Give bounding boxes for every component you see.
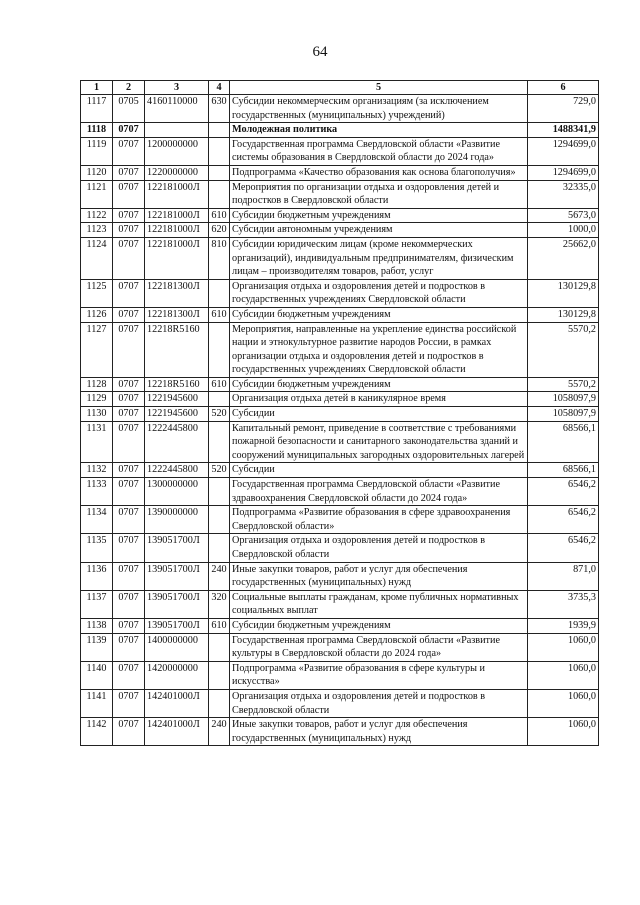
amount: 25662,0 [528, 237, 599, 279]
item-name: Субсидии [230, 463, 528, 478]
section-code: 0707 [113, 407, 145, 422]
row-number: 1126 [81, 307, 113, 322]
amount: 1058097,9 [528, 392, 599, 407]
section-code: 0707 [113, 590, 145, 618]
header-col-3: 3 [145, 81, 209, 95]
row-number: 1125 [81, 279, 113, 307]
row-number: 1131 [81, 421, 113, 463]
item-name: Субсидии автономным учреждениям [230, 223, 528, 238]
table-row [81, 95, 599, 123]
section-code: 0707 [113, 377, 145, 392]
table-row [81, 478, 599, 506]
item-name: Субсидии [230, 407, 528, 422]
expense-type-code: 520 [209, 407, 230, 422]
item-name: Субсидии бюджетным учреждениям [230, 208, 528, 223]
item-name: Подпрограмма «Развитие образования в сфере культуры и искусства» [230, 661, 528, 689]
section-code: 0707 [113, 392, 145, 407]
item-name: Субсидии бюджетным учреждениям [230, 377, 528, 392]
expense-type-code: 810 [209, 237, 230, 279]
amount: 1294699,0 [528, 137, 599, 165]
amount: 6546,2 [528, 506, 599, 534]
section-code: 0707 [113, 718, 145, 746]
expense-type-code [209, 689, 230, 717]
item-name: Государственная программа Свердловской области «Развитие культуры в Свердловской области до 2024 года» [230, 633, 528, 661]
item-name: Организация отдыха и оздоровления детей и подростков в Свердловской области [230, 534, 528, 562]
amount: 5570,2 [528, 322, 599, 377]
section-code: 0707 [113, 165, 145, 180]
expense-type-code: 610 [209, 377, 230, 392]
table-row [81, 407, 599, 422]
expense-type-code [209, 633, 230, 661]
section-code: 0707 [113, 562, 145, 590]
row-number: 1119 [81, 137, 113, 165]
section-code: 0707 [113, 463, 145, 478]
header-col-5: 5 [230, 81, 528, 95]
amount: 5673,0 [528, 208, 599, 223]
row-number: 1127 [81, 322, 113, 377]
section-code: 0707 [113, 633, 145, 661]
expense-type-code [209, 279, 230, 307]
header-col-4: 4 [209, 81, 230, 95]
item-name: Социальные выплаты гражданам, кроме публичных нормативных социальных выплат [230, 590, 528, 618]
item-name: Подпрограмма «Качество образования как основа благополучия» [230, 165, 528, 180]
expense-type-code [209, 478, 230, 506]
section-code: 0707 [113, 180, 145, 208]
section-code: 0707 [113, 534, 145, 562]
row-number: 1142 [81, 718, 113, 746]
expense-type-code: 610 [209, 618, 230, 633]
item-name: Мероприятия, направленные на укрепление единства российской нации и этнокультурное развитие народов России, в рамках организации отдыха и оздоровления детей и подростков в государственных учреждениях Свердловской области [230, 322, 528, 377]
amount: 6546,2 [528, 534, 599, 562]
table-row [81, 590, 599, 618]
section-code: 0707 [113, 208, 145, 223]
row-number: 1122 [81, 208, 113, 223]
item-name: Субсидии некоммерческим организациям (за исключением государственных (муниципальных) учреждений) [230, 95, 528, 123]
item-name: Субсидии юридическим лицам (кроме некоммерческих организаций), индивидуальным предпринимателям, физическим лицам – производителям товаров, работ, услуг [230, 237, 528, 279]
table-row [81, 633, 599, 661]
table-row [81, 123, 599, 138]
target-article-code: 139051700Л [145, 562, 209, 590]
section-code: 0707 [113, 661, 145, 689]
item-name: Организация отдыха детей в каникулярное время [230, 392, 528, 407]
amount: 130129,8 [528, 279, 599, 307]
expense-type-code [209, 421, 230, 463]
section-code: 0705 [113, 95, 145, 123]
row-number: 1141 [81, 689, 113, 717]
expense-type-code [209, 123, 230, 138]
expense-type-code [209, 165, 230, 180]
item-name: Иные закупки товаров, работ и услуг для обеспечения государственных (муниципальных) нужд [230, 718, 528, 746]
row-number: 1136 [81, 562, 113, 590]
table-row [81, 718, 599, 746]
target-article-code: 1221945600 [145, 392, 209, 407]
table-row [81, 165, 599, 180]
table-row [81, 279, 599, 307]
expense-type-code [209, 506, 230, 534]
amount: 1060,0 [528, 718, 599, 746]
target-article-code: 12218R5160 [145, 377, 209, 392]
table-row [81, 661, 599, 689]
table-row [81, 223, 599, 238]
expense-type-code [209, 180, 230, 208]
table-row [81, 307, 599, 322]
amount: 1060,0 [528, 661, 599, 689]
section-code: 0707 [113, 689, 145, 717]
table-row [81, 392, 599, 407]
expense-type-code: 620 [209, 223, 230, 238]
section-code: 0707 [113, 478, 145, 506]
table-row [81, 377, 599, 392]
amount: 1060,0 [528, 633, 599, 661]
amount: 1060,0 [528, 689, 599, 717]
row-number: 1129 [81, 392, 113, 407]
item-name: Иные закупки товаров, работ и услуг для обеспечения государственных (муниципальных) нужд [230, 562, 528, 590]
section-code: 0707 [113, 223, 145, 238]
target-article-code [145, 123, 209, 138]
table-row [81, 534, 599, 562]
target-article-code: 1400000000 [145, 633, 209, 661]
row-number: 1132 [81, 463, 113, 478]
row-number: 1128 [81, 377, 113, 392]
amount: 68566,1 [528, 421, 599, 463]
row-number: 1118 [81, 123, 113, 138]
row-number: 1133 [81, 478, 113, 506]
amount: 1294699,0 [528, 165, 599, 180]
expense-type-code [209, 137, 230, 165]
amount: 6546,2 [528, 478, 599, 506]
item-name: Субсидии бюджетным учреждениям [230, 307, 528, 322]
target-article-code: 1390000000 [145, 506, 209, 534]
section-code: 0707 [113, 322, 145, 377]
amount: 871,0 [528, 562, 599, 590]
target-article-code: 122181300Л [145, 307, 209, 322]
amount: 32335,0 [528, 180, 599, 208]
target-article-code: 122181000Л [145, 223, 209, 238]
expense-type-code: 610 [209, 208, 230, 223]
row-number: 1139 [81, 633, 113, 661]
target-article-code: 12218R5160 [145, 322, 209, 377]
table-row [81, 463, 599, 478]
table-row [81, 322, 599, 377]
page-number: 64 [312, 44, 328, 60]
item-name: Мероприятия по организации отдыха и оздоровления детей и подростков в Свердловской области [230, 180, 528, 208]
target-article-code: 142401000Л [145, 689, 209, 717]
section-code: 0707 [113, 506, 145, 534]
section-code: 0707 [113, 137, 145, 165]
amount: 1939,9 [528, 618, 599, 633]
target-article-code: 1222445800 [145, 463, 209, 478]
row-number: 1117 [81, 95, 113, 123]
expense-type-code [209, 322, 230, 377]
expense-type-code [209, 661, 230, 689]
expense-type-code [209, 534, 230, 562]
target-article-code: 139051700Л [145, 534, 209, 562]
row-number: 1135 [81, 534, 113, 562]
table-header-row [81, 81, 599, 95]
amount: 5570,2 [528, 377, 599, 392]
expense-type-code: 240 [209, 718, 230, 746]
target-article-code: 1222445800 [145, 421, 209, 463]
section-code: 0707 [113, 123, 145, 138]
target-article-code: 122181000Л [145, 180, 209, 208]
header-col-2: 2 [113, 81, 145, 95]
expense-type-code: 610 [209, 307, 230, 322]
section-code: 0707 [113, 237, 145, 279]
header-col-1: 1 [81, 81, 113, 95]
section-code: 0707 [113, 618, 145, 633]
table-row [81, 208, 599, 223]
table-row [81, 562, 599, 590]
row-number: 1130 [81, 407, 113, 422]
expense-type-code [209, 392, 230, 407]
amount: 1000,0 [528, 223, 599, 238]
row-number: 1123 [81, 223, 113, 238]
section-code: 0707 [113, 279, 145, 307]
target-article-code: 142401000Л [145, 718, 209, 746]
target-article-code: 1420000000 [145, 661, 209, 689]
row-number: 1138 [81, 618, 113, 633]
item-name: Государственная программа Свердловской области «Развитие системы образования в Свердловской области до 2024 года» [230, 137, 528, 165]
row-number: 1137 [81, 590, 113, 618]
budget-table [80, 80, 599, 746]
item-name: Субсидии бюджетным учреждениям [230, 618, 528, 633]
amount: 130129,8 [528, 307, 599, 322]
table-row [81, 180, 599, 208]
target-article-code: 122181000Л [145, 237, 209, 279]
item-name: Молодежная политика [230, 123, 528, 138]
amount: 1488341,9 [528, 123, 599, 138]
expense-type-code: 240 [209, 562, 230, 590]
target-article-code: 1200000000 [145, 137, 209, 165]
target-article-code: 4160110000 [145, 95, 209, 123]
section-code: 0707 [113, 421, 145, 463]
row-number: 1140 [81, 661, 113, 689]
expense-type-code: 520 [209, 463, 230, 478]
item-name: Организация отдыха и оздоровления детей и подростков в государственных учреждениях Свердловской области [230, 279, 528, 307]
row-number: 1134 [81, 506, 113, 534]
amount: 1058097,9 [528, 407, 599, 422]
row-number: 1124 [81, 237, 113, 279]
item-name: Организация отдыха и оздоровления детей и подростков в Свердловской области [230, 689, 528, 717]
item-name: Государственная программа Свердловской области «Развитие здравоохранения Свердловской области до 2024 года» [230, 478, 528, 506]
item-name: Капитальный ремонт, приведение в соответствие с требованиями пожарной безопасности и санитарного законодательства зданий и сооружений муниципальных загородных оздоровительных лагерей [230, 421, 528, 463]
target-article-code: 1300000000 [145, 478, 209, 506]
row-number: 1120 [81, 165, 113, 180]
section-code: 0707 [113, 307, 145, 322]
table-row [81, 618, 599, 633]
target-article-code: 1221945600 [145, 407, 209, 422]
table-row [81, 506, 599, 534]
amount: 68566,1 [528, 463, 599, 478]
table-body [81, 95, 599, 746]
expense-type-code: 320 [209, 590, 230, 618]
target-article-code: 122181000Л [145, 208, 209, 223]
table-row [81, 689, 599, 717]
header-col-6: 6 [528, 81, 599, 95]
amount: 729,0 [528, 95, 599, 123]
table-row [81, 137, 599, 165]
target-article-code: 139051700Л [145, 590, 209, 618]
expense-type-code: 630 [209, 95, 230, 123]
table-row [81, 421, 599, 463]
table-row [81, 237, 599, 279]
row-number: 1121 [81, 180, 113, 208]
amount: 3735,3 [528, 590, 599, 618]
target-article-code: 122181300Л [145, 279, 209, 307]
target-article-code: 1220000000 [145, 165, 209, 180]
target-article-code: 139051700Л [145, 618, 209, 633]
item-name: Подпрограмма «Развитие образования в сфере здравоохранения Свердловской области» [230, 506, 528, 534]
